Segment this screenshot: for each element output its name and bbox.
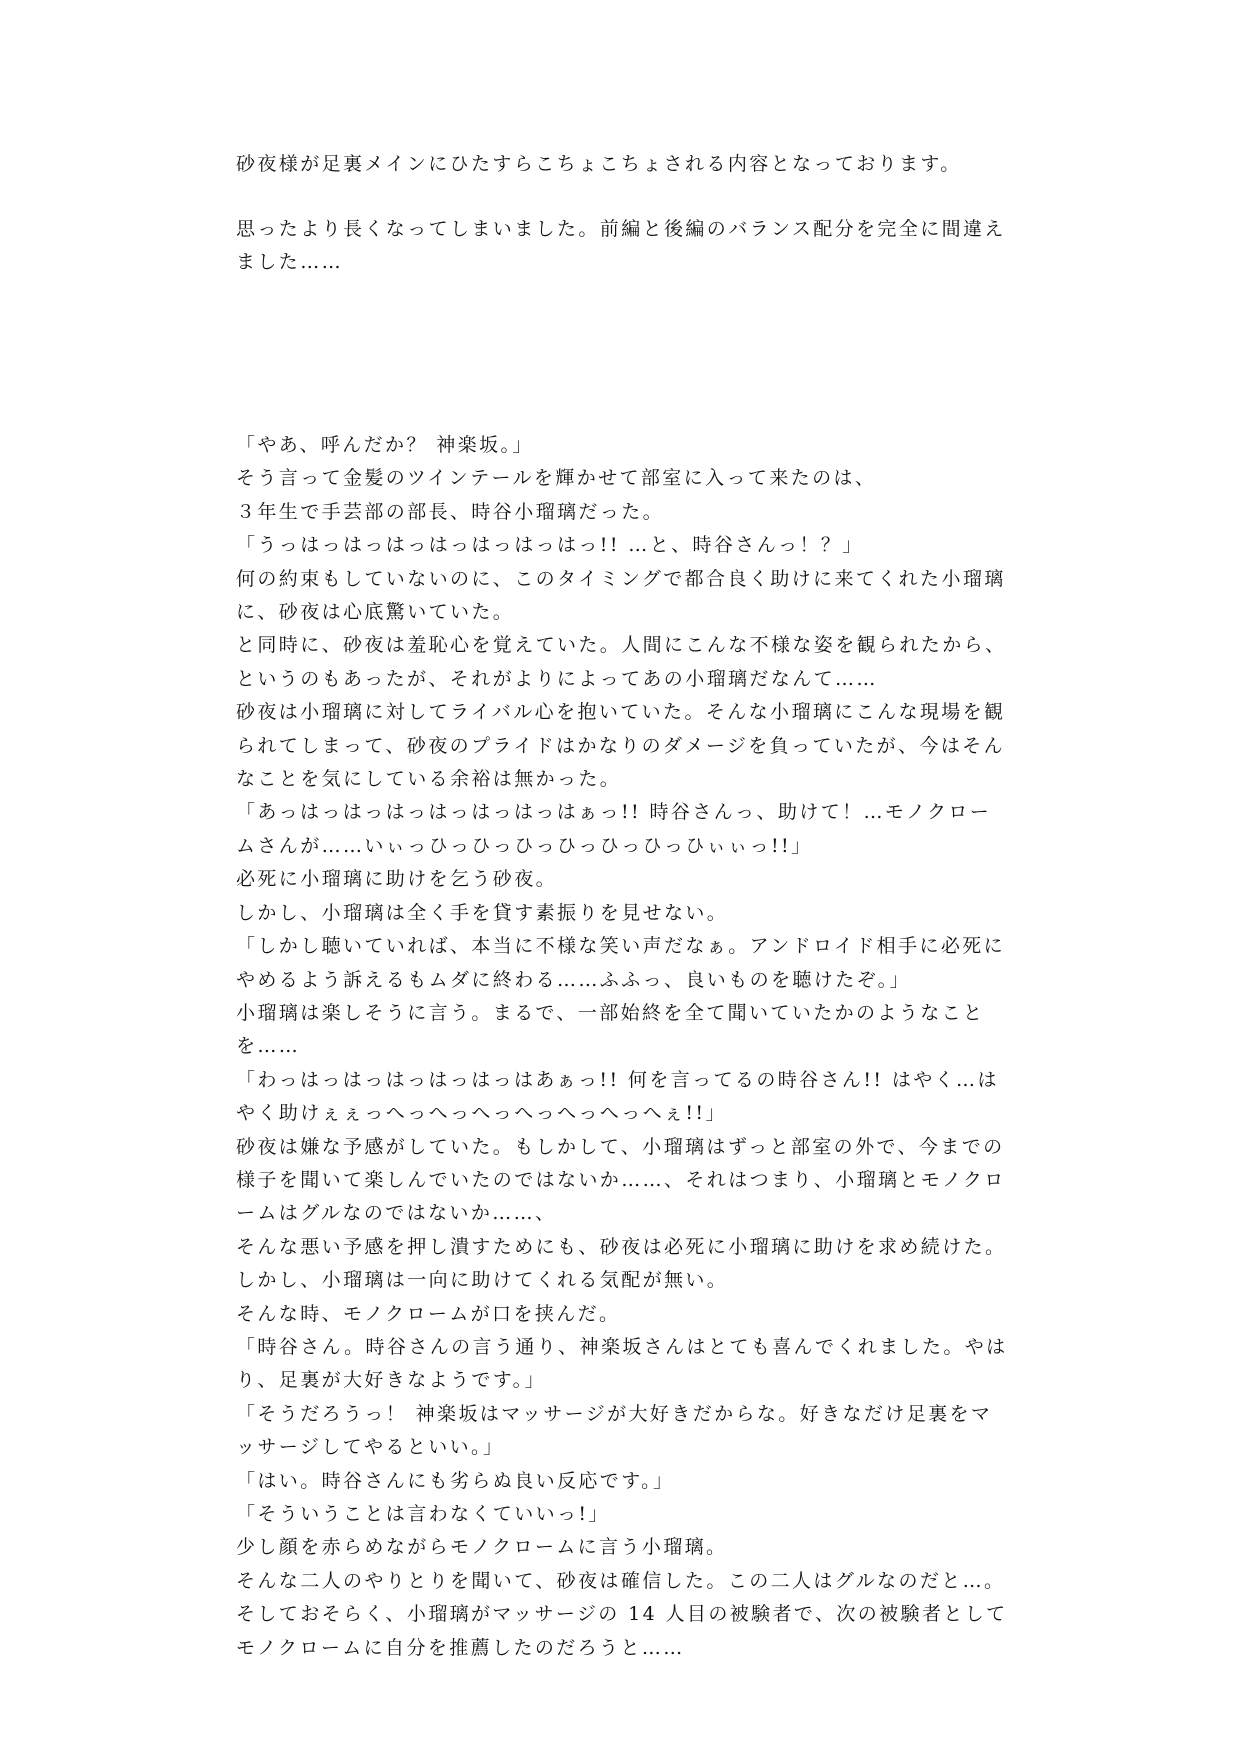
story-paragraph: そう言って金髪のツインテールを輝かせて部室に入って来たのは、 [236,467,877,490]
story-paragraph: 何の約束もしていないのに、このタイミングで都合良く助けに来てくれた小瑠璃に、砂夜は心底驚いていた。 [236,567,1006,624]
story-paragraph: 少し顔を赤らめながらモノクロームに言う小瑠璃。 [236,1536,728,1559]
preface-paragraph: 思ったより長くなってしまいました。前編と後編のバランス配分を完全に間違えました…… [236,218,1006,273]
story-paragraph: 小瑠璃は楽しそうに言う。まるで、一部始終を全て聞いていたかのようなことを…… [236,1001,985,1058]
paragraph-gap [236,181,1010,213]
section-gap [236,279,1010,429]
story-paragraph: 「はい。時谷さんにも劣らぬ良い反応です。」 [236,1469,675,1492]
story-paragraph: 「やあ、呼んだか？ 神楽坂。」 [236,434,534,456]
story-paragraph: ３年生で手芸部の部長、時谷小瑠璃だった。 [236,500,665,523]
preface-paragraph: 砂夜様が足裏メインにひたすらこちょこちょされる内容となっております。 [236,153,962,175]
story-paragraph: そんな時、モノクロームが口を挟んだ。 [236,1302,621,1325]
story-paragraph: 砂夜は小瑠璃に対してライバル心を抱いていた。そんな小瑠璃にこんな現場を観られてしまって、砂夜のプライドはかなりのダメージを負っていたが、今はそんなことを気にしている余裕は無かった。 [236,701,1006,791]
story-paragraph: 「そういうことは言わなくていいっ!」 [236,1503,610,1525]
preface-section [236,148,1010,279]
story-paragraph: 「わっはっはっはっはっはっはあぁっ!! 何を言ってるの時谷さん!! はやく…はやく助けぇぇっへっへっへっへっへっへっへぇ!!」 [236,1068,999,1125]
story-paragraph: 必死に小瑠璃に助けを乞う砂夜。 [236,868,558,891]
story-paragraph: 「時谷さん。時谷さんの言う通り、神楽坂さんはとても喜んでくれました。やはり、足裏が大好きなようです。」 [236,1335,1008,1392]
story-section [236,429,1010,1665]
story-paragraph: と同時に、砂夜は羞恥心を覚えていた。人間にこんな不様な姿を観られたから、というのもあったが、それがよりによってあの小瑠璃だなんて…… [236,634,1007,690]
document-body [236,148,1010,1665]
story-paragraph: そんな悪い予感を押し潰すためにも、砂夜は必死に小瑠璃に助けを求め続けた。 [236,1235,1007,1258]
story-paragraph: 「そうだろうっ！ 神楽坂はマッサージが大好きだからな。好きなだけ足裏をマッサージしてやるといい。」 [236,1402,993,1459]
story-paragraph: 「あっはっはっはっはっはっはっはぁっ!! 時谷さんっ、助けて！…モノクロームさんが……いぃっひっひっひっひっひっひっひぃぃっ!!」 [236,801,992,857]
story-paragraph: 砂夜は嫌な予感がしていた。もしかして、小瑠璃はずっと部室の外で、今までの様子を聞いて楽しんでいたのではないか……、それはつまり、小瑠璃とモノクロームはグルなのではないか……、 [236,1135,1006,1225]
story-paragraph: しかし、小瑠璃は一向に助けてくれる気配が無い。 [236,1269,729,1292]
story-paragraph: 「しかし聴いていれば、本当に不様な笑い声だなぁ。アンドロイド相手に必死にやめるよう訴えるもムダに終わる……ふふっ、良いものを聴けたぞ。」 [236,935,1006,991]
story-paragraph: 「うっはっはっはっはっはっはっはっ!! …と、時谷さんっ！？」 [236,534,864,557]
story-paragraph: しかし、小瑠璃は全く手を貸す素振りを見せない。 [236,901,729,924]
story-paragraph: そしておそらく、小瑠璃がマッサージの 14 人目の被験者で、次の被験者としてモノクロームに自分を推薦したのだろうと…… [236,1603,1008,1659]
story-paragraph: そんな二人のやりとりを聞いて、砂夜は確信した。この二人はグルなのだと…。 [236,1569,1006,1592]
